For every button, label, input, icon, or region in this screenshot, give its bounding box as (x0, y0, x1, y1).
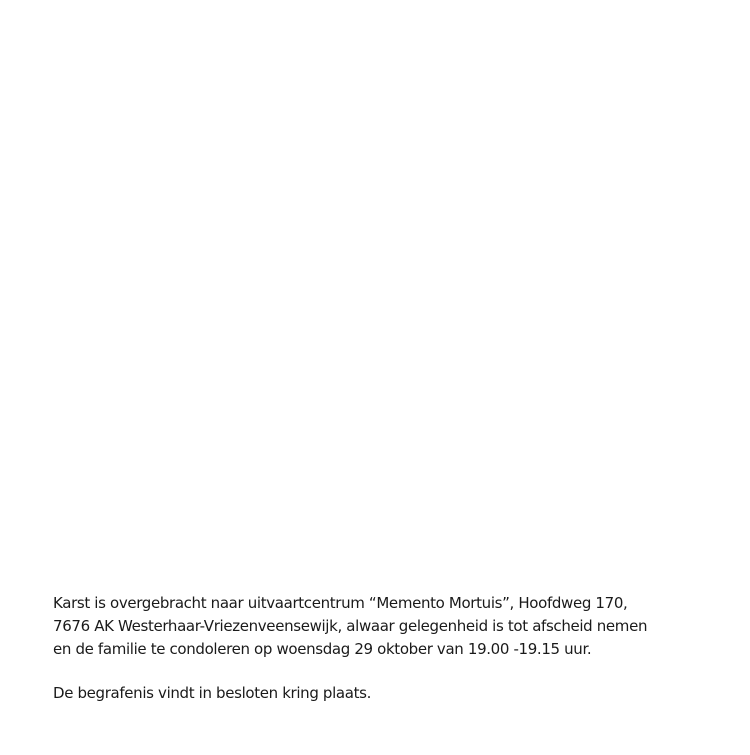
notice-line-2: 7676 AK Westerhaar-Vriezenveensewijk, alwaar gelegenheid is tot afscheid nemen (53, 617, 648, 635)
notice-closing-line: De begrafenis vindt in besloten kring plaats. (53, 684, 372, 702)
notice-line-1: Karst is overgebracht naar uitvaartcentrum “Memento Mortuis”, Hoofdweg 170, (53, 594, 628, 612)
notice-line-3: en de familie te condoleren op woensdag 29 oktober van 19.00 -19.15 uur. (53, 640, 592, 658)
funeral-notice-text (53, 592, 733, 705)
